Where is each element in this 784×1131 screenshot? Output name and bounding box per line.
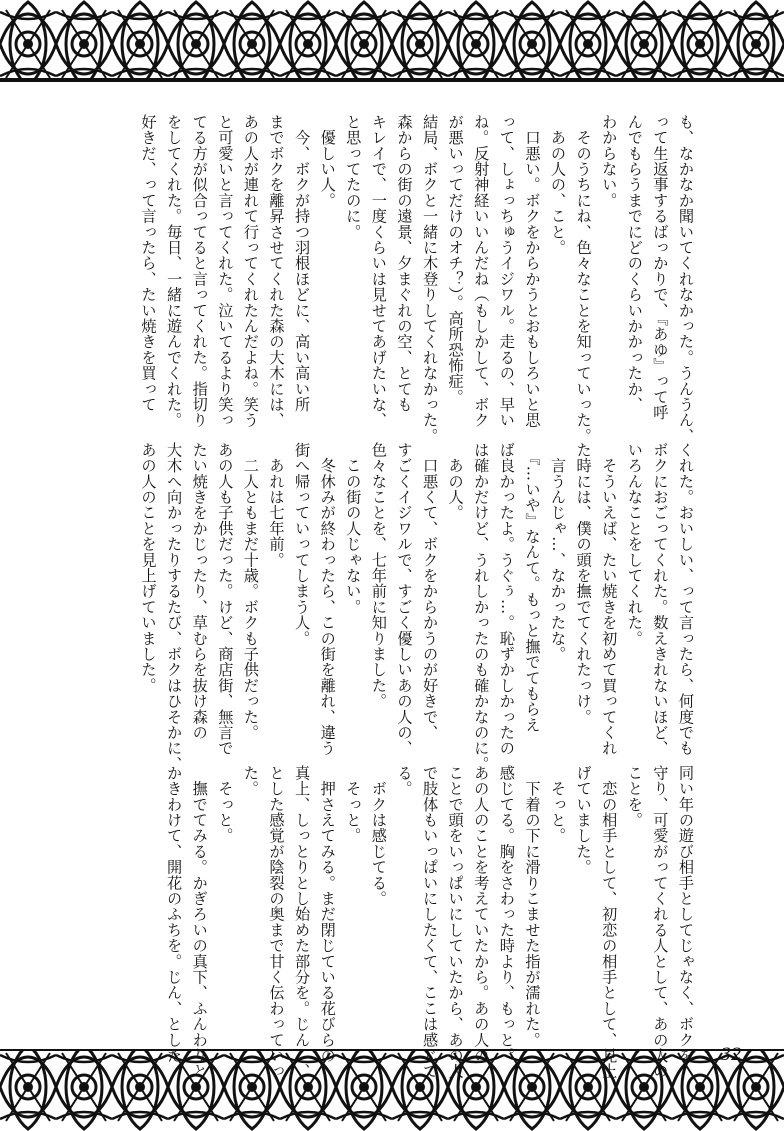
decorative-border-top <box>0 0 784 88</box>
text-line: わからない。 <box>600 114 619 209</box>
text-line: で肢体もいっぱいにしたくて、ここは感じて <box>421 765 440 1079</box>
text-line: 二人ともまだ十歳。ボクも子供だった。 <box>241 442 260 741</box>
text-line: げていました。 <box>574 765 593 875</box>
text-line: って、しょっちゅうイジワル。走るの、早い <box>497 114 516 428</box>
text-column-block-3 <box>161 765 698 1079</box>
text-line: 好きだ、って言ったら、たい焼きを買って <box>139 114 158 413</box>
text-line: 言うんじゃ…、なかったな。 <box>549 442 568 662</box>
text-line: そのうちにね、色々なことを知っていった。 <box>574 114 593 444</box>
text-line: あれは七年前。 <box>267 442 286 568</box>
text-line: と可愛いと言ってくれた。泣いてるより笑っ <box>216 114 235 428</box>
text-line: あの人が連れて行ってくれたんだよね。笑う <box>241 114 260 428</box>
text-line: 口悪くて、ボクをからかうのが好きで、 <box>421 442 440 741</box>
text-line: いろんなことをしてくれた。 <box>625 442 644 647</box>
text-line: が悪いってだけのオチ？）。高所恐怖症。 <box>446 114 465 405</box>
text-line: あの人も子供だった。けど、商店街、無言で <box>216 442 235 756</box>
text-line: 真上、しっとりとし始めた部分を。じん…、 <box>293 765 312 1079</box>
text-line: くれた。おいしい、って言ったら、何度でも <box>677 442 695 756</box>
page-number: 32 <box>720 1045 742 1065</box>
text-line: 優しい人。 <box>318 114 337 209</box>
text-line: 同い年の遊び相手としてじゃなく、ボクを <box>677 765 695 1064</box>
text-line: 口悪い。ボクをからかうとおもしろいと思 <box>523 114 542 428</box>
text-column-block-2 <box>135 442 698 772</box>
text-line: た時には、僕の頭を撫でてくれたっけ。 <box>574 442 593 725</box>
text-line: は確かだけど、うれしかったのも確かなのに。 <box>472 442 491 772</box>
text-line: 大木へ向かったりするたび、ボクはひそかに、 <box>165 442 184 772</box>
text-line: ボクにおごってくれた。数えきれないほど、 <box>651 442 670 756</box>
text-line: たい焼きをかじったり、草むらを抜け森の <box>190 442 209 741</box>
text-line: キレイで、一度くらいは見せてあげたいな、 <box>369 114 388 428</box>
text-line: そういえば、たい焼きを初めて買ってくれ <box>600 442 619 756</box>
text-line: ことで頭をいっぱいにしていたから、あの人 <box>446 765 465 1079</box>
text-line: 冬休みが終わったら、この街を離れ、違う <box>318 442 337 756</box>
text-line: んでもらうまでにどのくらいかかったか、 <box>625 114 644 413</box>
text-line: ボクは感じてる。 <box>369 765 388 907</box>
text-line: 色々なことを、七年前に知りました。 <box>369 442 388 709</box>
text-line: 結局、ボクと一緒に木登りしてくれなかった。 <box>421 114 440 444</box>
text-column-block-1 <box>135 114 698 450</box>
text-line: も、なかなか聞いてくれなかった。うんうん、 <box>677 114 695 444</box>
text-line: すごくイジワルで、すごく優しいあの人の、 <box>395 442 414 756</box>
text-line: 街へ帰っていってしまう人。 <box>293 442 312 647</box>
text-line: あの人のことを見上げていました。 <box>139 442 158 694</box>
text-line: 撫でてみる。かぎろいの真下、ふんわりと <box>190 765 209 1079</box>
text-line: た。 <box>241 765 260 797</box>
text-line: あの人。 <box>446 442 465 521</box>
text-line: そっと。 <box>216 765 235 844</box>
text-line: 今、ボクが持つ羽根ほどに、高い高い所 <box>293 114 312 413</box>
text-line: 森からの街の遠景、夕まぐれの空、とても <box>395 114 414 413</box>
text-line: をしてくれた。毎日、一緒に遊んでくれた。 <box>165 114 184 428</box>
text-line: と思ってたのに。 <box>344 114 363 240</box>
text-line: とした感覚が陰裂の奥まで甘く伝わっていっ <box>267 765 286 1079</box>
text-line: かきわけて、開花のふちを。じん、とした <box>165 765 184 1064</box>
text-line: そっと。 <box>549 765 568 844</box>
text-line: あの人のことを考えていたから。あの人の <box>472 765 491 1064</box>
text-line: ば良かったよ。うぐぅ…。恥ずかしかったの <box>497 442 516 756</box>
text-line: てる方が似合ってると言ってくれた。指切り <box>190 114 209 428</box>
text-line: 押さえてみる。まだ閉じている花びらの <box>318 765 337 1064</box>
text-line: 恋の相手として、初恋の相手として、見上 <box>600 765 619 1079</box>
text-line: 下着の下に滑りこませた指が濡れた。 <box>523 765 542 1048</box>
text-line: あの人の、こと。 <box>549 114 568 256</box>
text-line: までボクを離昇させてくれた森の大木には、 <box>267 114 286 428</box>
text-line: ね。反射神経いいんだね（もしかして、ボク <box>472 114 491 428</box>
text-line: る。 <box>395 765 414 797</box>
text-line: ことを。 <box>625 765 644 828</box>
text-line: 感じてる。胸をさわった時より、もっと。 <box>497 765 516 1064</box>
text-line: 『…いや』なんて。もっと撫でてもらえ <box>523 442 542 733</box>
text-line: って生返事するばっかりで、『あゆ』って呼 <box>651 114 670 421</box>
text-line: そっと。 <box>344 765 363 844</box>
text-line: この街の人じゃない。 <box>344 442 363 615</box>
text-line: 守り、可愛がってくれる人として、あの人の <box>651 765 670 1079</box>
